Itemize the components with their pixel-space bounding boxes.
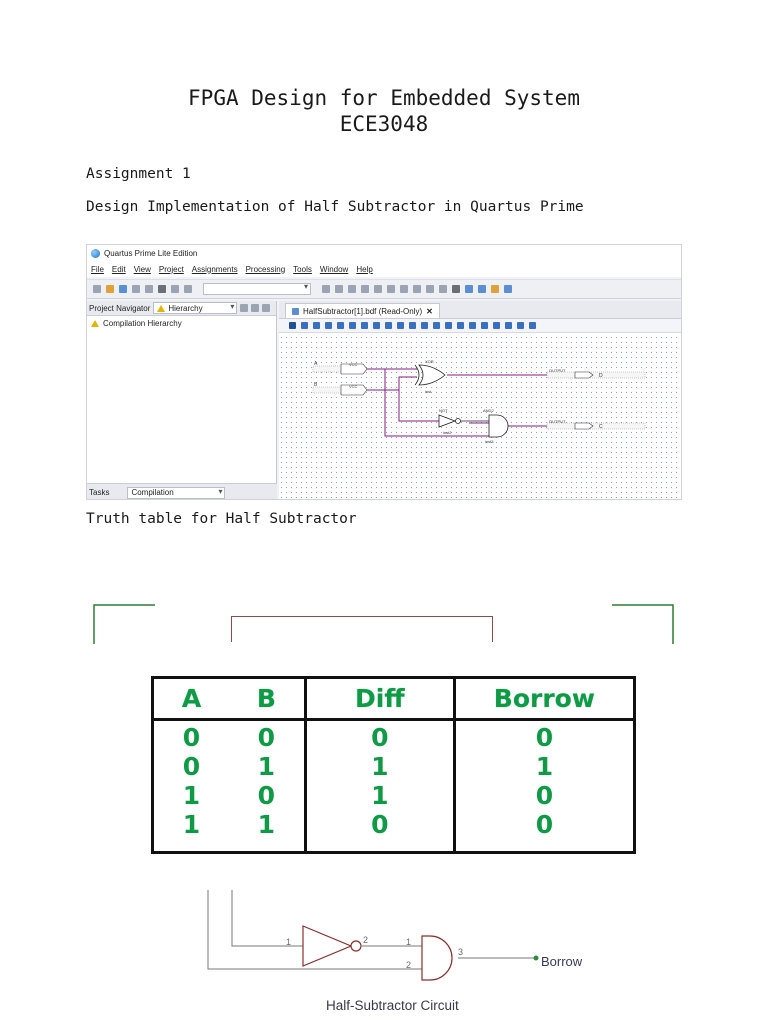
header-a: A: [181, 684, 202, 713]
and-pin-2: 2: [406, 960, 412, 970]
ip-catalog-icon[interactable]: [491, 285, 499, 293]
top-bracket: [231, 616, 493, 642]
not-gate-symbol: [303, 926, 361, 966]
corner-bracket-left: [93, 604, 157, 646]
menu-project[interactable]: Project: [158, 264, 184, 274]
float-icon[interactable]: [251, 304, 259, 312]
drawing-toolbar: [279, 319, 681, 333]
and-pin-1: 1: [406, 937, 412, 947]
project-navigator-header: [87, 301, 276, 316]
programmer-icon[interactable]: [478, 285, 486, 293]
vcc-label: VCC: [349, 362, 358, 367]
half-subtractor-circuit: [206, 888, 596, 1020]
tab-label: HalfSubtractor[1].bdf (Read-Only): [303, 306, 423, 316]
truth-table-figure: [93, 604, 675, 860]
circuit-diagram: [206, 888, 596, 998]
menu-edit[interactable]: Edit: [111, 264, 126, 274]
menu-file[interactable]: File: [91, 264, 104, 274]
rectangle-tool-icon[interactable]: [373, 322, 380, 329]
quartus-window-title: Quartus Prime Lite Edition: [104, 248, 198, 258]
flip-vertical-icon[interactable]: [493, 322, 500, 329]
hierarchy-item-label: Compilation Hierarchy: [103, 319, 182, 328]
flip-horizontal-icon[interactable]: [481, 322, 488, 329]
not-pin-1: 1: [286, 937, 292, 947]
wire-tool-icon[interactable]: [385, 322, 392, 329]
tasks-flow-value: Compilation: [131, 488, 174, 497]
step-icon[interactable]: [400, 285, 408, 293]
conduit-tool-icon[interactable]: [409, 322, 416, 329]
header-cell-ab: [153, 678, 306, 720]
assignment-label: Assignment 1: [86, 166, 191, 182]
navigator-view-select[interactable]: [153, 302, 237, 314]
output-label: OUTPUT: [549, 368, 566, 373]
help-bubble-icon[interactable]: [504, 285, 512, 293]
and-pin-3: 3: [458, 947, 464, 957]
output-pin-c[interactable]: [547, 419, 645, 430]
save-schematic-icon[interactable]: [517, 322, 524, 329]
xor-gate[interactable]: [415, 359, 445, 394]
output-node: [534, 956, 539, 961]
text-tool-icon[interactable]: [337, 322, 344, 329]
paste-icon[interactable]: [158, 285, 166, 293]
play-icon[interactable]: [374, 285, 382, 293]
table-row: [153, 720, 635, 853]
tab-halfsubtractor-bdf[interactable]: [285, 303, 440, 318]
not-pin-2: 2: [363, 935, 369, 945]
pointer-tool-icon[interactable]: [301, 322, 308, 329]
cell-ab: [153, 720, 306, 853]
zoom-tool-icon[interactable]: [313, 322, 320, 329]
not-gate[interactable]: [439, 408, 461, 435]
menu-view[interactable]: View: [133, 264, 151, 274]
truth-table-caption: Truth table for Half Subtractor: [86, 511, 357, 527]
course-code: ECE3048: [339, 112, 429, 136]
compile-icon[interactable]: [348, 285, 356, 293]
and-gate-symbol: [422, 936, 452, 980]
input-b-label: B: [314, 382, 318, 388]
borrow-output-label: Borrow: [541, 954, 583, 969]
quartus-title-bar: [87, 245, 681, 261]
bdf-file-icon: [292, 308, 299, 315]
symbol-tool-icon[interactable]: [349, 322, 356, 329]
open-folder-icon[interactable]: [106, 285, 114, 293]
rotate-icon[interactable]: [505, 322, 512, 329]
analysis-icon[interactable]: [335, 285, 343, 293]
quartus-toolbar: [87, 279, 681, 299]
ab-values-row0: 0 0: [182, 723, 276, 752]
line-tool-icon[interactable]: [421, 322, 428, 329]
tasks-flow-select[interactable]: [127, 487, 225, 499]
cut-icon[interactable]: [132, 285, 140, 293]
stop-icon[interactable]: [361, 285, 369, 293]
project-navigator-panel: [87, 301, 277, 500]
output-pin-d[interactable]: [547, 368, 645, 379]
header-b: B: [256, 684, 276, 713]
input-pin-b[interactable]: [313, 382, 367, 395]
select-tool-icon[interactable]: [289, 322, 296, 329]
copy-icon[interactable]: [145, 285, 153, 293]
close-panel-icon[interactable]: [262, 304, 270, 312]
hand-tool-icon[interactable]: [325, 322, 332, 329]
save-icon[interactable]: [119, 285, 127, 293]
document-title: FPGA Design for Embedded System: [188, 86, 580, 110]
schematic-canvas[interactable]: [279, 335, 681, 500]
menu-processing[interactable]: Processing: [245, 264, 286, 274]
check-icon[interactable]: [322, 285, 330, 293]
input-a-label: A: [314, 361, 318, 367]
print-icon[interactable]: [529, 322, 536, 329]
warning-icon: [91, 320, 99, 327]
project-navigator-label: Project Navigator: [89, 303, 151, 313]
menu-help[interactable]: Help: [356, 264, 373, 274]
not-inst-label: inst2: [443, 430, 452, 435]
quartus-menu-bar: [87, 261, 681, 277]
warning-icon: [157, 305, 165, 312]
navigator-view-value: Hierarchy: [168, 303, 203, 313]
and-inst-label: inst3: [485, 439, 494, 444]
ab-values-row1: 0 1: [182, 752, 276, 781]
cell-diff: 0 1 1 0: [305, 720, 454, 853]
pin-planner-icon[interactable]: [465, 285, 473, 293]
xor-gate-label: XOR: [425, 359, 434, 364]
output-label: OUTPUT: [549, 419, 566, 424]
and-gate-label: AND2: [483, 408, 494, 413]
table-header-row: [153, 678, 635, 720]
tasks-label: Tasks: [89, 488, 110, 497]
quartus-screenshot: [86, 244, 682, 500]
ab-values-row2: 1 0: [182, 781, 276, 810]
rubberband-icon[interactable]: [457, 322, 464, 329]
design-heading: Design Implementation of Half Subtractor in Quartus Prime: [86, 199, 584, 215]
chip-planner-icon[interactable]: [452, 285, 460, 293]
bus-tool-icon[interactable]: [397, 322, 404, 329]
xor-inst-label: inst: [425, 389, 432, 394]
menu-assignments[interactable]: Assignments: [191, 264, 238, 274]
quartus-logo-icon: [91, 249, 100, 258]
header-borrow: Borrow: [454, 678, 634, 720]
close-tab-icon[interactable]: ✕: [426, 306, 433, 316]
header-diff: Diff: [305, 678, 454, 720]
output-c-label: C: [599, 424, 603, 430]
arc-tool-icon[interactable]: [433, 322, 440, 329]
truth-table: [151, 676, 636, 854]
schematic-wires: [367, 369, 575, 436]
menu-tools[interactable]: Tools: [293, 264, 312, 274]
hierarchy-item[interactable]: [87, 316, 276, 331]
timing-icon[interactable]: [387, 285, 395, 293]
ab-values-row3: 1 1: [182, 810, 276, 839]
ellipse-tool-icon[interactable]: [445, 322, 452, 329]
circuit-wires: [208, 890, 536, 969]
netlist-icon[interactable]: [426, 285, 434, 293]
vcc-label: VCC: [349, 384, 358, 389]
pin-tool-icon[interactable]: [361, 322, 368, 329]
not-gate-label: NOT: [439, 408, 448, 413]
corner-bracket-right: [611, 604, 675, 646]
project-combo[interactable]: [203, 283, 311, 295]
circuit-caption: Half-Subtractor Circuit: [326, 998, 459, 1013]
menu-window[interactable]: Window: [319, 264, 349, 274]
undo-icon[interactable]: [171, 285, 179, 293]
search-icon[interactable]: [240, 304, 248, 312]
new-file-icon[interactable]: [93, 285, 101, 293]
schematic-editor: [279, 301, 681, 500]
partial-line-icon[interactable]: [469, 322, 476, 329]
redo-icon[interactable]: [184, 285, 192, 293]
fast-forward-icon[interactable]: [413, 285, 421, 293]
and-gate[interactable]: [483, 408, 508, 444]
cell-borrow: 0 1 0 0: [454, 720, 634, 853]
tasks-panel-header: [87, 483, 277, 500]
input-pin-a[interactable]: [313, 361, 367, 374]
editor-tab-bar: [279, 301, 681, 319]
rtl-icon[interactable]: [439, 285, 447, 293]
schematic-drawing: [279, 335, 682, 500]
output-d-label: D: [599, 373, 603, 379]
